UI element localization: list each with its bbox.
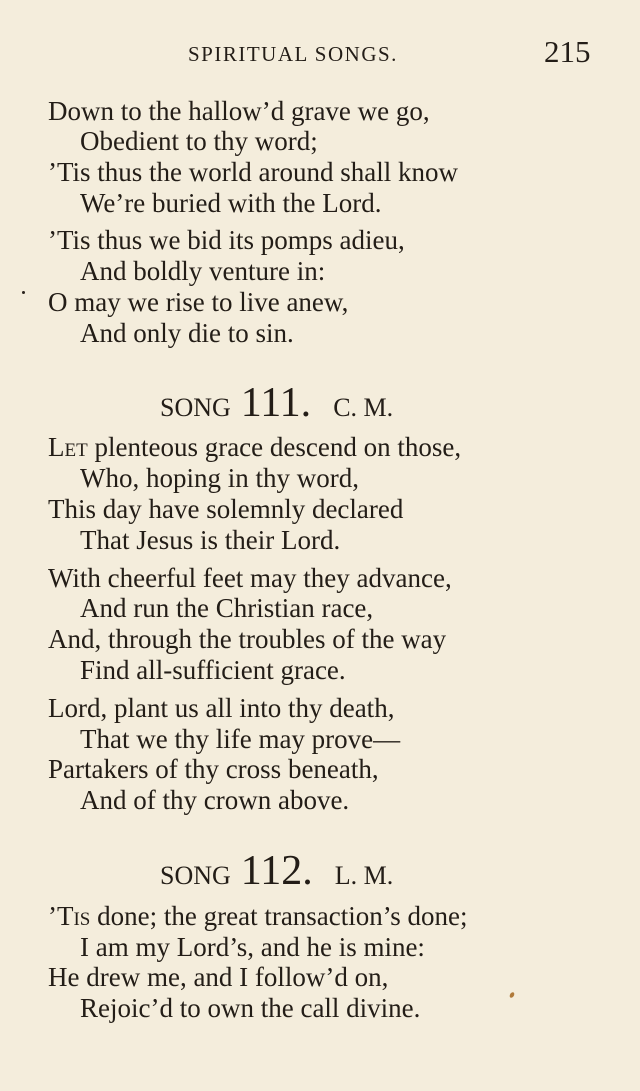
verse-line: And only die to sin. bbox=[80, 318, 294, 348]
song-number: 111. bbox=[240, 380, 312, 426]
verse-line: That we thy life may prove— bbox=[80, 724, 401, 754]
verse-line: And boldly venture in: bbox=[80, 256, 326, 286]
verse-line: Obedient to thy word; bbox=[80, 126, 318, 156]
verse-line: ’Tis thus we bid its pomps adieu, bbox=[48, 225, 405, 255]
verse-line: I am my Lord’s, and he is mine: bbox=[80, 932, 425, 962]
first-word: ’Tis bbox=[48, 901, 91, 931]
verse-line: And run the Christian race, bbox=[80, 593, 374, 623]
verse-line: Down to the hallow’d grave we go, bbox=[48, 96, 430, 126]
ink-blot bbox=[509, 991, 515, 998]
verse-line: O may we rise to live anew, bbox=[48, 287, 349, 317]
song-meter: C. M. bbox=[333, 393, 394, 422]
verse-line: He drew me, and I follow’d on, bbox=[48, 962, 389, 992]
verse-line: That Jesus is their Lord. bbox=[80, 525, 341, 555]
song-number: 112. bbox=[240, 848, 313, 894]
print-speck bbox=[22, 291, 25, 294]
verse-line: Let plenteous grace descend on those, bbox=[48, 432, 462, 462]
page-number: 215 bbox=[544, 34, 591, 69]
song-heading-112 bbox=[160, 850, 393, 892]
verse-line: Who, hoping in thy word, bbox=[80, 463, 359, 493]
song-meter: L. M. bbox=[334, 861, 394, 890]
verse-line: We’re buried with the Lord. bbox=[80, 188, 382, 218]
verse-line: And of thy crown above. bbox=[80, 785, 350, 815]
verse-line: This day have solemnly declared bbox=[48, 494, 404, 524]
verse-line: And, through the troubles of the way bbox=[48, 624, 447, 654]
first-word: Let bbox=[48, 432, 88, 462]
verse-line: Lord, plant us all into thy death, bbox=[48, 693, 395, 723]
verse-line: ’Tis thus the world around shall know bbox=[48, 157, 458, 187]
verse-line: Partakers of thy cross beneath, bbox=[48, 754, 379, 784]
song-label: SONG bbox=[160, 393, 231, 422]
verse-line: With cheerful feet may they advance, bbox=[48, 563, 452, 593]
verse-line: ’Tis done; the great transaction’s done; bbox=[48, 901, 468, 931]
song-label: SONG bbox=[160, 861, 231, 890]
song-heading-111 bbox=[160, 382, 393, 424]
verse-line: Rejoic’d to own the call divine. bbox=[80, 993, 421, 1023]
verse-line: Find all-sufficient grace. bbox=[80, 655, 346, 685]
running-title: SPIRITUAL SONGS. bbox=[188, 42, 398, 66]
